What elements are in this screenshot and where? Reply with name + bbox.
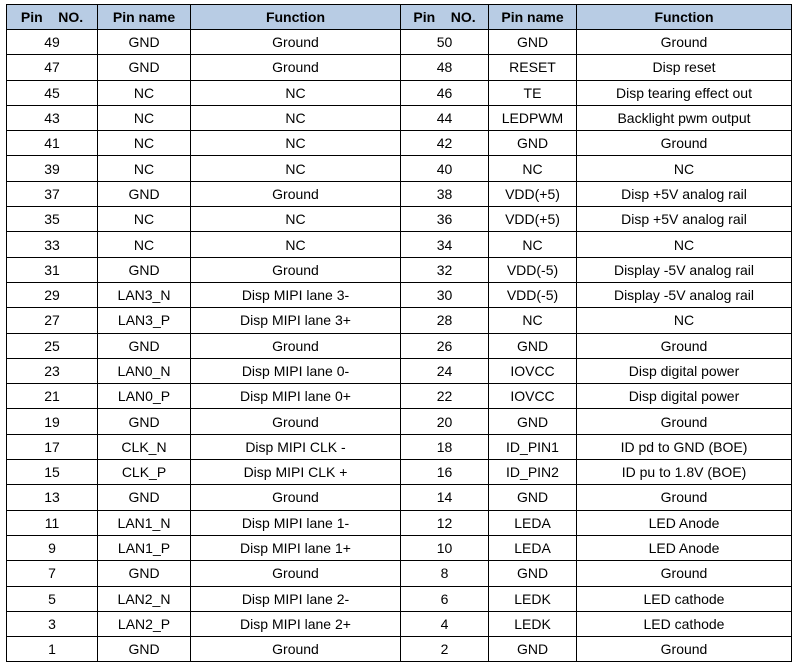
cell-pin-no-left: 7: [7, 561, 98, 586]
cell-pin-name-left: LAN3_N: [98, 282, 191, 307]
header-pin-name-right: Pin name: [489, 5, 577, 30]
cell-pin-name-right: GND: [489, 131, 577, 156]
cell-function-left: Ground: [191, 561, 401, 586]
cell-pin-no-right: 42: [401, 131, 489, 156]
cell-function-right: Disp reset: [577, 55, 792, 80]
table-row: [7, 358, 792, 383]
cell-function-left: Disp MIPI lane 1-: [191, 510, 401, 535]
table-row: [7, 409, 792, 434]
table-row: [7, 384, 792, 409]
cell-pin-no-right: 12: [401, 510, 489, 535]
cell-pin-name-left: LAN0_N: [98, 358, 191, 383]
cell-pin-name-right: NC: [489, 232, 577, 257]
cell-function-left: Ground: [191, 181, 401, 206]
cell-function-left: NC: [191, 232, 401, 257]
cell-pin-no-right: 46: [401, 80, 489, 105]
table-row: [7, 282, 792, 307]
header-pin-name-left: Pin name: [98, 5, 191, 30]
table-row: [7, 637, 792, 662]
cell-pin-name-left: LAN1_P: [98, 535, 191, 560]
cell-pin-no-left: 5: [7, 586, 98, 611]
cell-pin-name-left: GND: [98, 333, 191, 358]
header-function-left: Function: [191, 5, 401, 30]
cell-pin-name-left: GND: [98, 409, 191, 434]
cell-function-left: Disp MIPI lane 3+: [191, 308, 401, 333]
cell-pin-no-left: 13: [7, 485, 98, 510]
cell-pin-no-left: 43: [7, 105, 98, 130]
cell-pin-no-left: 47: [7, 55, 98, 80]
cell-pin-name-right: RESET: [489, 55, 577, 80]
cell-pin-no-right: 44: [401, 105, 489, 130]
cell-pin-name-right: GND: [489, 485, 577, 510]
cell-pin-no-left: 3: [7, 611, 98, 636]
cell-pin-name-left: NC: [98, 105, 191, 130]
cell-function-right: Disp +5V analog rail: [577, 181, 792, 206]
cell-function-right: Ground: [577, 30, 792, 55]
cell-function-right: LED Anode: [577, 510, 792, 535]
cell-pin-no-right: 16: [401, 460, 489, 485]
cell-pin-no-left: 37: [7, 181, 98, 206]
cell-pin-no-right: 28: [401, 308, 489, 333]
cell-pin-no-left: 45: [7, 80, 98, 105]
cell-pin-no-right: 40: [401, 156, 489, 181]
table-row: [7, 434, 792, 459]
cell-pin-no-left: 23: [7, 358, 98, 383]
cell-pin-name-right: GND: [489, 409, 577, 434]
table-row: [7, 611, 792, 636]
cell-function-left: Disp MIPI lane 0+: [191, 384, 401, 409]
table-row: [7, 257, 792, 282]
cell-function-right: Ground: [577, 409, 792, 434]
table-row: [7, 561, 792, 586]
cell-function-right: NC: [577, 232, 792, 257]
cell-function-right: Ground: [577, 485, 792, 510]
cell-function-right: NC: [577, 156, 792, 181]
cell-pin-no-right: 22: [401, 384, 489, 409]
cell-pin-name-right: ID_PIN1: [489, 434, 577, 459]
cell-pin-name-left: GND: [98, 561, 191, 586]
cell-function-left: NC: [191, 80, 401, 105]
cell-pin-name-right: VDD(+5): [489, 207, 577, 232]
cell-function-left: Disp MIPI CLK -: [191, 434, 401, 459]
cell-pin-no-left: 33: [7, 232, 98, 257]
cell-pin-name-left: NC: [98, 80, 191, 105]
cell-pin-name-right: LEDK: [489, 586, 577, 611]
cell-pin-no-left: 9: [7, 535, 98, 560]
cell-pin-no-right: 34: [401, 232, 489, 257]
cell-pin-no-right: 32: [401, 257, 489, 282]
cell-pin-name-right: GND: [489, 637, 577, 662]
table-row: [7, 232, 792, 257]
cell-pin-name-left: GND: [98, 55, 191, 80]
cell-pin-name-left: LAN0_P: [98, 384, 191, 409]
cell-pin-no-right: 18: [401, 434, 489, 459]
cell-function-right: Backlight pwm output: [577, 105, 792, 130]
cell-pin-no-left: 17: [7, 434, 98, 459]
cell-function-right: Disp +5V analog rail: [577, 207, 792, 232]
cell-pin-no-right: 26: [401, 333, 489, 358]
table-row: [7, 535, 792, 560]
cell-pin-no-left: 1: [7, 637, 98, 662]
cell-pin-no-left: 41: [7, 131, 98, 156]
cell-function-right: ID pu to 1.8V (BOE): [577, 460, 792, 485]
cell-function-right: Ground: [577, 333, 792, 358]
table-row: [7, 181, 792, 206]
cell-function-right: Display -5V analog rail: [577, 257, 792, 282]
cell-function-left: Ground: [191, 485, 401, 510]
cell-pin-no-left: 39: [7, 156, 98, 181]
cell-function-left: NC: [191, 131, 401, 156]
cell-pin-no-left: 11: [7, 510, 98, 535]
cell-pin-name-left: CLK_P: [98, 460, 191, 485]
cell-pin-name-left: GND: [98, 257, 191, 282]
cell-pin-name-left: NC: [98, 131, 191, 156]
cell-pin-name-right: NC: [489, 156, 577, 181]
cell-pin-no-right: 30: [401, 282, 489, 307]
cell-function-left: NC: [191, 207, 401, 232]
table-row: [7, 156, 792, 181]
cell-function-left: Ground: [191, 409, 401, 434]
cell-function-left: Disp MIPI lane 0-: [191, 358, 401, 383]
header-function-right: Function: [577, 5, 792, 30]
table-row: [7, 510, 792, 535]
table-row: [7, 308, 792, 333]
cell-pin-name-right: LEDA: [489, 535, 577, 560]
cell-pin-no-left: 49: [7, 30, 98, 55]
cell-pin-no-right: 24: [401, 358, 489, 383]
cell-pin-name-left: NC: [98, 207, 191, 232]
cell-function-left: NC: [191, 105, 401, 130]
table-body: [7, 30, 792, 662]
table-header-row: [7, 5, 792, 30]
cell-function-left: Disp MIPI lane 2+: [191, 611, 401, 636]
table-row: [7, 131, 792, 156]
cell-function-left: Disp MIPI lane 3-: [191, 282, 401, 307]
cell-pin-name-left: LAN2_P: [98, 611, 191, 636]
cell-pin-name-right: TE: [489, 80, 577, 105]
cell-function-left: Ground: [191, 55, 401, 80]
cell-pin-name-right: VDD(-5): [489, 257, 577, 282]
cell-pin-no-left: 21: [7, 384, 98, 409]
cell-pin-name-left: NC: [98, 232, 191, 257]
cell-pin-no-right: 8: [401, 561, 489, 586]
cell-pin-name-right: GND: [489, 561, 577, 586]
cell-pin-no-left: 29: [7, 282, 98, 307]
cell-pin-no-right: 14: [401, 485, 489, 510]
table-row: [7, 55, 792, 80]
cell-function-right: Disp digital power: [577, 384, 792, 409]
table-row: [7, 586, 792, 611]
cell-pin-no-left: 25: [7, 333, 98, 358]
table-row: [7, 460, 792, 485]
cell-pin-name-left: GND: [98, 30, 191, 55]
cell-function-right: NC: [577, 308, 792, 333]
cell-function-right: ID pd to GND (BOE): [577, 434, 792, 459]
cell-pin-name-right: NC: [489, 308, 577, 333]
cell-function-left: Ground: [191, 333, 401, 358]
cell-pin-name-right: IOVCC: [489, 358, 577, 383]
cell-function-right: LED cathode: [577, 586, 792, 611]
cell-pin-name-right: LEDA: [489, 510, 577, 535]
cell-pin-no-left: 27: [7, 308, 98, 333]
cell-pin-name-right: ID_PIN2: [489, 460, 577, 485]
cell-function-left: Ground: [191, 30, 401, 55]
cell-pin-no-right: 50: [401, 30, 489, 55]
header-pin-no-right: Pin NO.: [401, 5, 489, 30]
cell-pin-name-left: LAN2_N: [98, 586, 191, 611]
cell-function-right: Ground: [577, 561, 792, 586]
cell-pin-name-right: LEDK: [489, 611, 577, 636]
cell-pin-name-left: GND: [98, 181, 191, 206]
cell-function-right: Ground: [577, 131, 792, 156]
cell-pin-name-left: LAN1_N: [98, 510, 191, 535]
cell-function-left: Disp MIPI CLK +: [191, 460, 401, 485]
cell-pin-no-right: 38: [401, 181, 489, 206]
cell-pin-name-right: LEDPWM: [489, 105, 577, 130]
cell-pin-no-right: 10: [401, 535, 489, 560]
cell-pin-name-right: VDD(-5): [489, 282, 577, 307]
cell-pin-no-left: 31: [7, 257, 98, 282]
table-row: [7, 30, 792, 55]
cell-function-right: Disp tearing effect out: [577, 80, 792, 105]
cell-function-left: Disp MIPI lane 1+: [191, 535, 401, 560]
cell-pin-no-left: 15: [7, 460, 98, 485]
cell-pin-name-right: GND: [489, 333, 577, 358]
table-row: [7, 485, 792, 510]
cell-function-left: Ground: [191, 637, 401, 662]
cell-pin-name-left: GND: [98, 637, 191, 662]
cell-pin-no-right: 36: [401, 207, 489, 232]
table-row: [7, 333, 792, 358]
cell-function-right: LED Anode: [577, 535, 792, 560]
cell-pin-name-left: NC: [98, 156, 191, 181]
cell-function-right: Disp digital power: [577, 358, 792, 383]
cell-pin-name-right: VDD(+5): [489, 181, 577, 206]
cell-pin-no-left: 35: [7, 207, 98, 232]
cell-function-left: Disp MIPI lane 2-: [191, 586, 401, 611]
cell-pin-name-left: LAN3_P: [98, 308, 191, 333]
cell-function-left: Ground: [191, 257, 401, 282]
table-row: [7, 80, 792, 105]
cell-function-right: LED cathode: [577, 611, 792, 636]
cell-pin-name-left: CLK_N: [98, 434, 191, 459]
cell-pin-name-right: IOVCC: [489, 384, 577, 409]
table-row: [7, 105, 792, 130]
cell-pin-no-right: 4: [401, 611, 489, 636]
cell-function-right: Ground: [577, 637, 792, 662]
cell-pin-no-right: 2: [401, 637, 489, 662]
cell-pin-name-left: GND: [98, 485, 191, 510]
cell-function-right: Display -5V analog rail: [577, 282, 792, 307]
cell-pin-no-right: 48: [401, 55, 489, 80]
cell-pin-name-right: GND: [489, 30, 577, 55]
pin-table: [6, 4, 792, 662]
header-pin-no-left: Pin NO.: [7, 5, 98, 30]
cell-pin-no-left: 19: [7, 409, 98, 434]
cell-pin-no-right: 6: [401, 586, 489, 611]
cell-function-left: NC: [191, 156, 401, 181]
table-row: [7, 207, 792, 232]
cell-pin-no-right: 20: [401, 409, 489, 434]
